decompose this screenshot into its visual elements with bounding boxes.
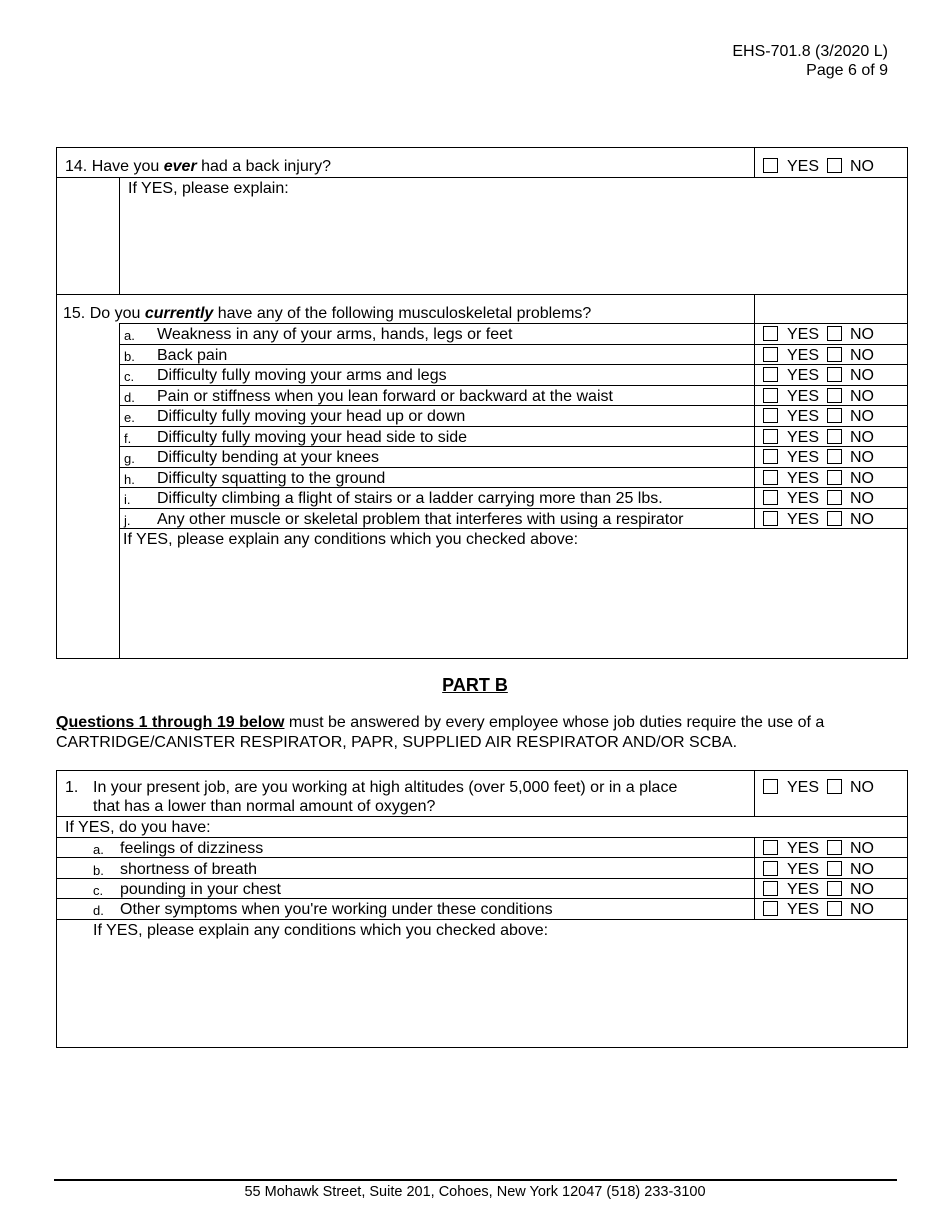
- item-text: Difficulty bending at your knees: [157, 449, 380, 466]
- item-text: feelings of dizziness: [120, 840, 264, 857]
- q15g-yes-checkbox[interactable]: [763, 449, 778, 464]
- q15d-yes-checkbox[interactable]: [763, 388, 778, 403]
- q15g-no-checkbox[interactable]: [827, 449, 842, 464]
- q15f-no-checkbox[interactable]: [827, 429, 842, 444]
- item-letter: d.: [124, 390, 135, 405]
- b1b-yes-checkbox[interactable]: [763, 861, 778, 876]
- item-letter: d.: [93, 903, 104, 918]
- item-letter: b.: [124, 349, 135, 364]
- item-text: Difficulty fully moving your head side to side: [157, 429, 468, 446]
- q15e-yes-checkbox[interactable]: [763, 408, 778, 423]
- b1-number: 1.: [65, 779, 79, 796]
- q15h-no-checkbox[interactable]: [827, 470, 842, 485]
- part-b-instructions: Questions 1 through 19 below must be answered by every employee whose job duties require the use of a CARTRIDGE/CANISTER RESPIRATOR, PAPR, SUPPLIED AIR RESPIRATOR AND/OR SCBA.: [56, 714, 825, 751]
- b1c-no-checkbox[interactable]: [827, 881, 842, 896]
- item-letter: a.: [124, 328, 135, 343]
- b1d-yes-checkbox[interactable]: [763, 901, 778, 916]
- item-letter: b.: [93, 863, 104, 878]
- q14-text: 14. Have you ever had a back injury?: [65, 158, 331, 175]
- form-id: EHS-701.8 (3/2020 L): [732, 43, 888, 60]
- item-text: Difficulty fully moving your arms and legs: [157, 367, 447, 384]
- b1-explain-area[interactable]: [58, 941, 906, 1047]
- q15i-yes-checkbox[interactable]: [763, 490, 778, 505]
- b1d-no-checkbox[interactable]: [827, 901, 842, 916]
- q14-answer: YES NO: [763, 157, 893, 176]
- q15d-no-checkbox[interactable]: [827, 388, 842, 403]
- q15a-no-checkbox[interactable]: [827, 326, 842, 341]
- item-letter: i.: [124, 492, 131, 507]
- q15-explain-area[interactable]: [120, 550, 906, 658]
- footer-address: 55 Mohawk Street, Suite 201, Cohoes, New York 12047 (518) 233-3100: [244, 1184, 706, 1200]
- item-text: Difficulty squatting to the ground: [157, 470, 386, 487]
- altitude-table: 1. In your present job, are you working at high altitudes (over 5,000 feet) or in a place that has a lower than normal amount of oxygen? YES NO If YES, do you have: a. feelings of dizziness YES NO b. shortness of breath YES NO c. pounding in your chest YES NO d. Other symptoms when you're working under these conditions YES NO If YES, please explain any conditions which you checked above:: [56, 770, 908, 1048]
- musculoskeletal-table: 14. Have you ever had a back injury? YES NO If YES, please explain: 15. Do you currently have any of the following musculoskeletal problems? a. Weakness in any of your arms, hands, legs or feet YES NO b. Back pain YES NO c. Difficulty fully moving your arms and legs YES NO d. Pain or stiffness when you lean forward or backward at the waist YES NO e. Difficulty fully moving your head up or down YES NO f. Difficulty fully moving your head side to side YES NO g. Difficulty bending at your knees YES NO h. Difficulty squatting to the ground YES NO i. Difficulty climbing a flight of stairs or a ladder carrying more than 25 lbs. YES NO j. Any other muscle or skeletal problem that interferes with using a respirator YES NO If YES, please explain any conditions which you checked above:: [56, 147, 908, 659]
- part-b-title: PART B: [442, 675, 508, 695]
- b1-answer: YES NO: [763, 778, 893, 797]
- item-text: Difficulty climbing a flight of stairs or a ladder carrying more than 25 lbs.: [157, 490, 663, 507]
- b1b-no-checkbox[interactable]: [827, 861, 842, 876]
- item-text: Other symptoms when you're working under these conditions: [120, 901, 553, 918]
- form-header: [732, 42, 888, 80]
- b1-explain-label: If YES, please explain any conditions which you checked above:: [93, 922, 549, 939]
- item-letter: e.: [124, 410, 135, 425]
- q15c-no-checkbox[interactable]: [827, 367, 842, 382]
- q15-explain-label: If YES, please explain any conditions which you checked above:: [123, 531, 579, 548]
- page-number: Page 6 of 9: [806, 62, 888, 79]
- footer-divider: [54, 1179, 897, 1181]
- q15-text: 15. Do you currently have any of the following musculoskeletal problems?: [63, 305, 592, 322]
- q14-yes-checkbox[interactable]: [763, 158, 778, 173]
- b1-no-checkbox[interactable]: [827, 779, 842, 794]
- item-letter: a.: [93, 842, 104, 857]
- b1-question-line1: In your present job, are you working at high altitudes (over 5,000 feet) or in a place: [93, 779, 678, 796]
- q15h-yes-checkbox[interactable]: [763, 470, 778, 485]
- q15a-yes-checkbox[interactable]: [763, 326, 778, 341]
- item-text: Difficulty fully moving your head up or down: [157, 408, 466, 425]
- q14-explain-label: If YES, please explain:: [128, 180, 289, 197]
- item-letter: f.: [124, 431, 132, 446]
- q14-no-checkbox[interactable]: [827, 158, 842, 173]
- q15j-yes-checkbox[interactable]: [763, 511, 778, 526]
- b1-question-line2: that has a lower than normal amount of oxygen?: [93, 798, 436, 815]
- b1a-yes-checkbox[interactable]: [763, 840, 778, 855]
- item-text: shortness of breath: [120, 861, 257, 878]
- b1c-yes-checkbox[interactable]: [763, 881, 778, 896]
- b1-yes-checkbox[interactable]: [763, 779, 778, 794]
- item-text: pounding in your chest: [120, 881, 281, 898]
- q15e-no-checkbox[interactable]: [827, 408, 842, 423]
- q15f-yes-checkbox[interactable]: [763, 429, 778, 444]
- item-text: Back pain: [157, 347, 228, 364]
- q15i-no-checkbox[interactable]: [827, 490, 842, 505]
- q15b-yes-checkbox[interactable]: [763, 347, 778, 362]
- item-letter: j.: [124, 513, 131, 528]
- item-text: Pain or stiffness when you lean forward or backward at the waist: [157, 388, 613, 405]
- b1a-no-checkbox[interactable]: [827, 840, 842, 855]
- q14-explain-area[interactable]: [120, 200, 906, 292]
- item-text: Weakness in any of your arms, hands, legs or feet: [157, 326, 513, 343]
- q15c-yes-checkbox[interactable]: [763, 367, 778, 382]
- item-text: Any other muscle or skeletal problem that interferes with using a respirator: [157, 511, 684, 528]
- item-letter: c.: [93, 883, 104, 898]
- q15j-no-checkbox[interactable]: [827, 511, 842, 526]
- item-letter: h.: [124, 472, 135, 487]
- b1-sub-header: If YES, do you have:: [65, 819, 211, 836]
- q15b-no-checkbox[interactable]: [827, 347, 842, 362]
- item-letter: c.: [124, 369, 135, 384]
- item-letter: g.: [124, 451, 135, 466]
